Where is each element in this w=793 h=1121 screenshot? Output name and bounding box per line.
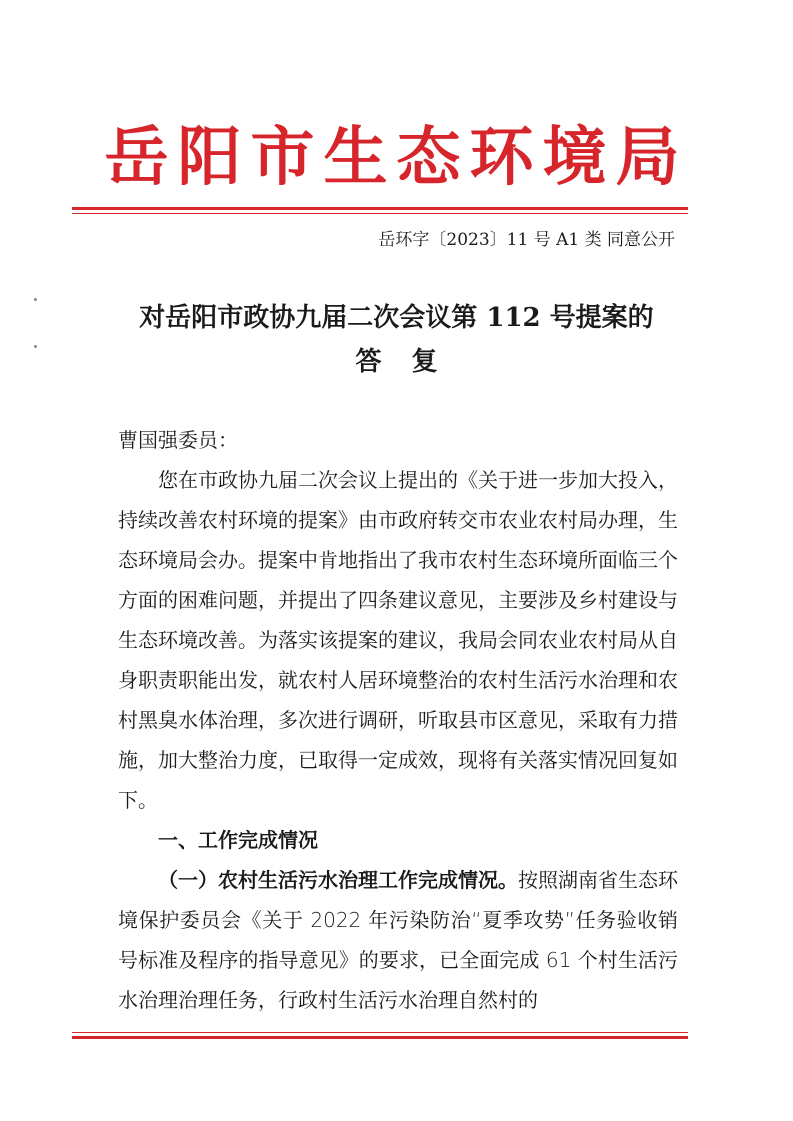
body-paragraph-2 — [118, 860, 678, 1020]
margin-mark — [34, 298, 37, 301]
letterhead-rule-thin — [72, 213, 688, 214]
document-title-line2: 答复 — [355, 347, 468, 377]
document-title-line1: 对岳阳市政协九届二次会议第 112 号提案的 — [139, 303, 654, 333]
footer-rule-thin — [72, 1032, 688, 1033]
document-body — [118, 420, 678, 1020]
salutation: 曹国强委员： — [118, 428, 238, 452]
document-title — [0, 296, 793, 384]
org-letterhead-title: 岳阳市生态环境局 — [104, 120, 689, 195]
subsection-text-1: 按照湖南省生态环境保护委员会《关于 2022 年污染防治“夏季攻势”任务验收销号标准及程序的指导意见》的要求，已全面完成 61 个村生活污水治理治理任务，行政村生活污水治理自然村的 — [118, 868, 678, 1012]
document-number: 岳环字〔2023〕11 号 A1 类 同意公开 — [378, 230, 675, 250]
section-heading-1: 一、工作完成情况 — [158, 828, 318, 852]
body-paragraph-1: 您在市政协九届二次会议上提出的《关于进一步加大投入，持续改善农村环境的提案》由市政府转交市农业农村局办理，生态环境局会办。提案中肯地指出了我市农村生态环境所面临三个方面的困难问题，并提出了四条建议意见，主要涉及乡村建设与生态环境改善。为落实该提案的建议，我局会同农业农村局从自身职责职能出发，就农村人居环境整治的农村生活污水治理和农村黑臭水体治理，多次进行调研，听取县市区意见，采取有力措施，加大整治力度，已取得一定成效，现将有关落实情况回复如下。 — [118, 468, 678, 812]
margin-mark — [34, 345, 37, 348]
footer-rule-thick — [72, 1036, 688, 1039]
subsection-heading-1: （一）农村生活污水治理工作完成情况。 — [158, 868, 518, 892]
letterhead-rule-thick — [72, 207, 688, 210]
